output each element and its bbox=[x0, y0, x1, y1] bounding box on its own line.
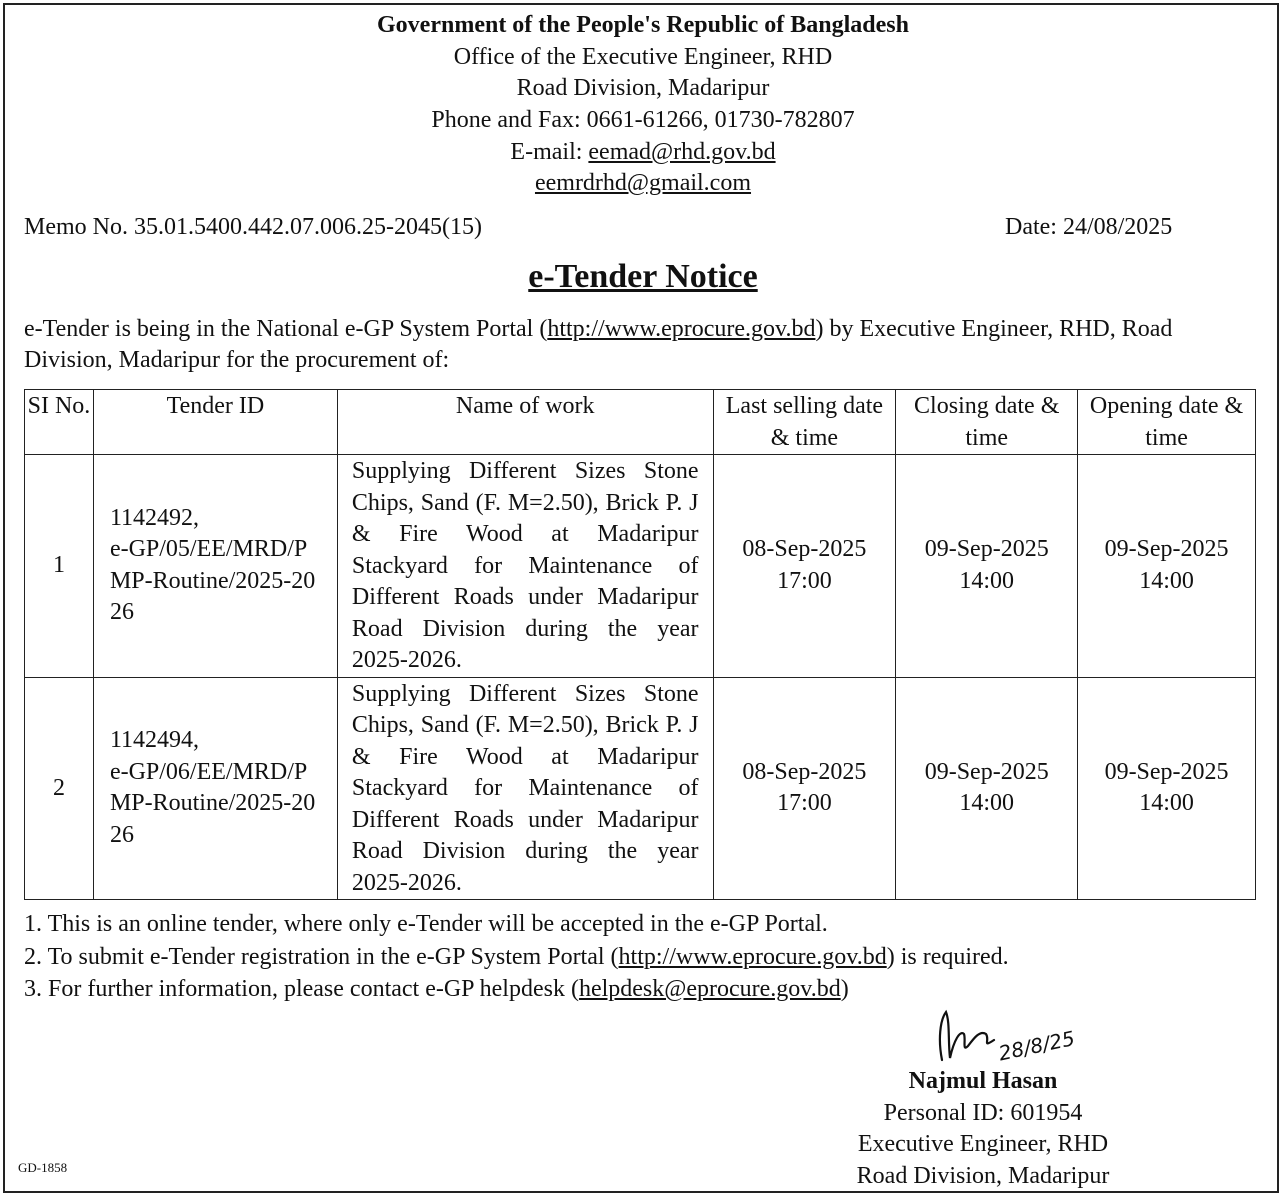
notice-date: Date: 24/08/2025 bbox=[1005, 214, 1173, 240]
signatory-division: Road Division, Madaripur bbox=[856, 1162, 1110, 1189]
cell-last-selling bbox=[713, 455, 896, 678]
email-link-2[interactable]: eemrdrhd@gmail.com bbox=[534, 170, 752, 196]
phone-line: Phone and Fax: 0661-61266, 01730-782807 bbox=[431, 107, 855, 133]
tender-table bbox=[24, 389, 1256, 900]
header-si-no: SI No. bbox=[25, 390, 94, 455]
notice-title: e-Tender Notice bbox=[528, 258, 758, 295]
closing-date: 09-Sep-2025 bbox=[924, 536, 1049, 563]
last-selling-date: 08-Sep-2025 bbox=[742, 758, 867, 785]
table-row bbox=[25, 677, 1256, 900]
closing-time: 14:00 bbox=[959, 790, 1015, 817]
email-link-1[interactable]: eemad@rhd.gov.bd bbox=[588, 139, 776, 165]
tender-id-code: e-GP/05/EE/MRD/PMP-Routine/2025-2026 bbox=[109, 536, 316, 626]
cell-work: Supplying Different Sizes Stone Chips, Sand (F. M=2.50), Brick P. J & Fire Wood at Madaripur Stackyard for Maintenance of Different Roads under Madaripur Road Division during the year 2025-2026. bbox=[337, 455, 713, 678]
tender-id-number: 1142492, bbox=[109, 504, 200, 531]
cell-last-selling bbox=[713, 677, 896, 900]
tender-id-number: 1142494, bbox=[109, 727, 200, 754]
government-heading: Government of the People's Republic of Bangladesh bbox=[377, 12, 909, 38]
note-3-text: 3. For further information, please contact e-GP helpdesk ( bbox=[24, 976, 579, 1002]
signatory-name: Najmul Hasan bbox=[908, 1068, 1058, 1094]
opening-date: 09-Sep-2025 bbox=[1104, 536, 1229, 563]
cell-work: Supplying Different Sizes Stone Chips, Sand (F. M=2.50), Brick P. J & Fire Wood at Madaripur Stackyard for Maintenance of Different Roads under Madaripur Road Division during the year 2025-2026. bbox=[337, 677, 713, 900]
email-line bbox=[0, 137, 1286, 168]
table-header-row bbox=[25, 390, 1256, 455]
eprocure-link[interactable]: http://www.eprocure.gov.bd bbox=[547, 316, 816, 342]
table-row bbox=[25, 455, 1256, 678]
closing-time: 14:00 bbox=[959, 567, 1015, 594]
note-2-text-end: ) is required. bbox=[886, 943, 1009, 970]
cell-opening bbox=[1078, 455, 1256, 678]
division-line: Road Division, Madaripur bbox=[516, 75, 770, 101]
tender-id-code: e-GP/06/EE/MRD/PMP-Routine/2025-2026 bbox=[109, 758, 316, 848]
opening-time: 14:00 bbox=[1139, 567, 1194, 594]
note-2 bbox=[24, 941, 1009, 974]
cell-opening bbox=[1078, 677, 1256, 900]
intro-paragraph bbox=[24, 314, 1264, 376]
office-line: Office of the Executive Engineer, RHD bbox=[453, 44, 833, 70]
last-selling-date: 08-Sep-2025 bbox=[742, 536, 867, 563]
helpdesk-link[interactable]: helpdesk@eprocure.gov.bd bbox=[578, 976, 841, 1002]
signatory-id: Personal ID: 601954 bbox=[883, 1099, 1083, 1126]
opening-date: 09-Sep-2025 bbox=[1104, 758, 1229, 785]
email-label: E-mail: bbox=[510, 139, 589, 165]
note-2-link[interactable]: http://www.eprocure.gov.bd bbox=[618, 943, 887, 970]
memo-number: Memo No. 35.01.5400.442.07.006.25-2045(15) bbox=[24, 214, 482, 240]
cell-si: 1 bbox=[25, 455, 94, 678]
note-2-text: 2. To submit e-Tender registration in the e-GP System Portal ( bbox=[24, 943, 619, 970]
cell-si: 2 bbox=[25, 677, 94, 900]
note-3-text-end: ) bbox=[840, 976, 849, 1002]
header-name-of-work: Name of work bbox=[337, 390, 713, 455]
cell-closing bbox=[896, 455, 1078, 678]
header-last-selling: Last selling date & time bbox=[713, 390, 896, 455]
signatory-block bbox=[838, 1066, 1128, 1192]
footer-code: GD-1858 bbox=[18, 1160, 68, 1175]
opening-time: 14:00 bbox=[1139, 790, 1194, 817]
intro-text-after: ) by Executive Engineer, RHD, Road Division, Madaripur for the procurement of: bbox=[24, 316, 1173, 373]
cell-tender-id bbox=[93, 455, 337, 678]
intro-text-before: e-Tender is being in the National e-GP System Portal ( bbox=[24, 316, 548, 342]
notes-list bbox=[24, 908, 1009, 1006]
header-closing: Closing date & time bbox=[896, 390, 1078, 455]
last-selling-time: 17:00 bbox=[777, 790, 832, 817]
signatory-designation: Executive Engineer, RHD bbox=[857, 1131, 1109, 1157]
signature-date: 28/8/25 bbox=[996, 1025, 1077, 1066]
email-line-2 bbox=[0, 168, 1286, 199]
header-tender-id: Tender ID bbox=[93, 390, 337, 455]
cell-tender-id bbox=[93, 677, 337, 900]
closing-date: 09-Sep-2025 bbox=[924, 758, 1049, 785]
note-3 bbox=[24, 973, 1009, 1006]
last-selling-time: 17:00 bbox=[777, 567, 832, 594]
cell-closing bbox=[896, 677, 1078, 900]
note-1: 1. This is an online tender, where only e-Tender will be accepted in the e-GP Portal. bbox=[24, 911, 828, 937]
header-opening: Opening date & time bbox=[1078, 390, 1256, 455]
